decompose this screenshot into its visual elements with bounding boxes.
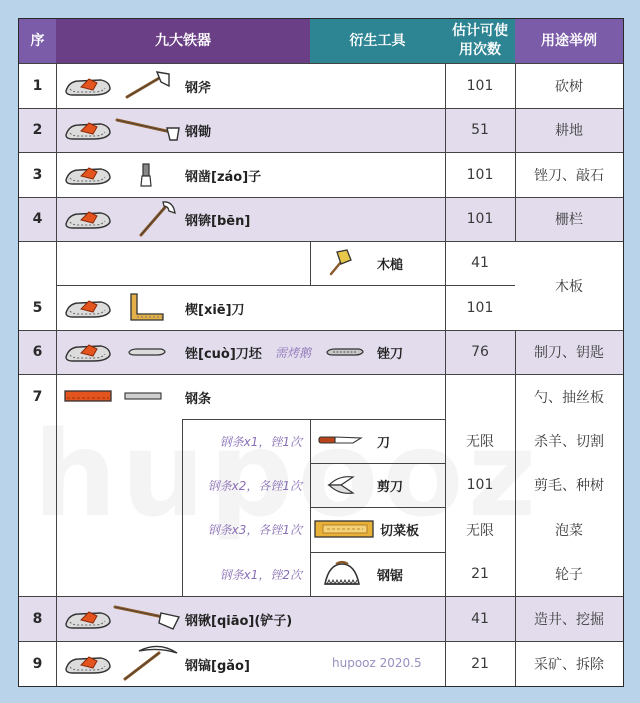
- ingot-icon: [63, 206, 113, 232]
- header-uses-line1: 估计可使: [452, 23, 508, 39]
- knife-icon: [317, 434, 363, 446]
- ingot-icon: [63, 651, 113, 677]
- uses-count: 21: [471, 655, 489, 672]
- derived-tool-name: 钢锯: [377, 569, 404, 584]
- grid-line: [310, 463, 445, 464]
- file-blank-icon: [127, 347, 167, 357]
- row-index: 4: [32, 211, 43, 227]
- tool-name: 钢斧: [185, 81, 212, 96]
- ingot-icon: [63, 606, 113, 632]
- tool-name: 钢凿[záo]子: [185, 170, 262, 185]
- craft-note: 需烤鹅: [275, 346, 312, 360]
- axe-icon: [123, 70, 173, 100]
- shears-icon: [325, 473, 357, 497]
- derived-tool-name: 刀: [377, 436, 391, 451]
- use-example: 砍树: [555, 78, 583, 95]
- grid-line: [310, 419, 311, 596]
- derived-tool-name: 切菜板: [380, 524, 420, 539]
- header-derived-tools: 衍生工具: [310, 19, 445, 63]
- use-example: 制刀、钥匙: [534, 345, 604, 361]
- uses-count: 101: [466, 77, 494, 94]
- steel-bar-icon: [123, 391, 163, 401]
- uses-count: 76: [471, 344, 489, 360]
- row-index: 2: [32, 122, 43, 138]
- carpenter-square-icon: [127, 292, 167, 322]
- craft-note: 钢条x1，锉1次: [219, 435, 302, 449]
- uses-count: 41: [471, 610, 489, 627]
- use-example: 锉刀、敲石: [534, 167, 604, 184]
- use-example: 耕地: [555, 123, 583, 139]
- tool-name: 钢锛[bēn]: [185, 214, 251, 229]
- grid-line: [56, 63, 57, 686]
- header-uses: [445, 19, 515, 63]
- uses-count: 41: [471, 255, 489, 271]
- header-index: 序: [19, 19, 56, 63]
- hoe-icon: [115, 116, 181, 142]
- use-example: 造井、挖掘: [534, 611, 604, 628]
- file-icon: [325, 347, 365, 357]
- derived-tool-name: 锉刀: [377, 347, 404, 362]
- use-example: 采矿、拆除: [534, 656, 604, 673]
- uses-count: 101: [466, 211, 494, 227]
- craft-note: 钢条x1，锉2次: [219, 568, 302, 582]
- tool-name: 锉[cuò]刀坯: [185, 347, 262, 362]
- header-examples: 用途举例: [515, 19, 623, 63]
- row-index: 8: [32, 610, 43, 627]
- use-example: 木板: [555, 278, 583, 295]
- tool-name: 钢条: [185, 392, 212, 407]
- steel-bar-icon: [63, 389, 113, 403]
- tool-name: 钢镐[gǎo]: [185, 659, 250, 674]
- header-uses-line2: 用次数: [459, 42, 501, 58]
- tool-name: 楔[xiē]刀: [185, 303, 245, 318]
- uses-count: 101: [466, 477, 494, 493]
- row-index: 1: [32, 77, 43, 94]
- grid-line: [182, 419, 445, 420]
- row-index: 3: [32, 166, 43, 183]
- uses-count: 无限: [466, 434, 494, 450]
- use-example: 轮子: [555, 567, 583, 583]
- use-example: 泡菜: [555, 522, 583, 539]
- use-example: 勺、抽丝板: [534, 389, 604, 406]
- use-example: 杀羊、切割: [534, 434, 604, 450]
- row-index: 6: [32, 344, 43, 360]
- uses-count: 51: [471, 122, 489, 138]
- row-index: 5: [32, 299, 43, 316]
- tool-name: 钢锹[qiāo](铲子): [185, 614, 293, 629]
- use-example: 剪毛、种树: [534, 478, 604, 494]
- row-index: 9: [32, 655, 43, 672]
- pickaxe-icon: [119, 643, 179, 683]
- shovel-icon: [113, 603, 183, 631]
- chisel-icon: [139, 162, 153, 188]
- craft-note: 钢条x3，各锉1次: [207, 523, 302, 537]
- adze-icon: [135, 199, 179, 239]
- derived-tool-name: 剪刀: [377, 480, 404, 495]
- ingot-icon: [63, 117, 113, 143]
- derived-tool-name: 木槌: [377, 258, 404, 273]
- tool-name: 钢锄: [185, 125, 212, 140]
- header-iron-tools: 九大铁器: [56, 19, 310, 63]
- grid-line: [310, 507, 445, 508]
- saw-icon: [321, 560, 363, 588]
- uses-count: 无限: [466, 522, 494, 539]
- ingot-icon: [63, 73, 113, 99]
- uses-count: 101: [466, 166, 494, 183]
- use-example: 栅栏: [555, 212, 583, 228]
- author-credit: hupooz 2020.5: [332, 656, 422, 670]
- row-index: 7: [32, 388, 43, 405]
- mallet-icon: [325, 248, 353, 278]
- cutting-board-icon: [313, 518, 375, 540]
- tools-table: [18, 18, 624, 687]
- ingot-icon: [63, 339, 113, 365]
- grid-line: [310, 552, 445, 553]
- ingot-icon: [63, 162, 113, 188]
- uses-count: 21: [471, 566, 489, 582]
- grid-line: [310, 241, 311, 285]
- uses-count: 101: [466, 299, 494, 316]
- craft-note: 钢条x2，各锉1次: [207, 479, 302, 493]
- ingot-icon: [63, 295, 113, 321]
